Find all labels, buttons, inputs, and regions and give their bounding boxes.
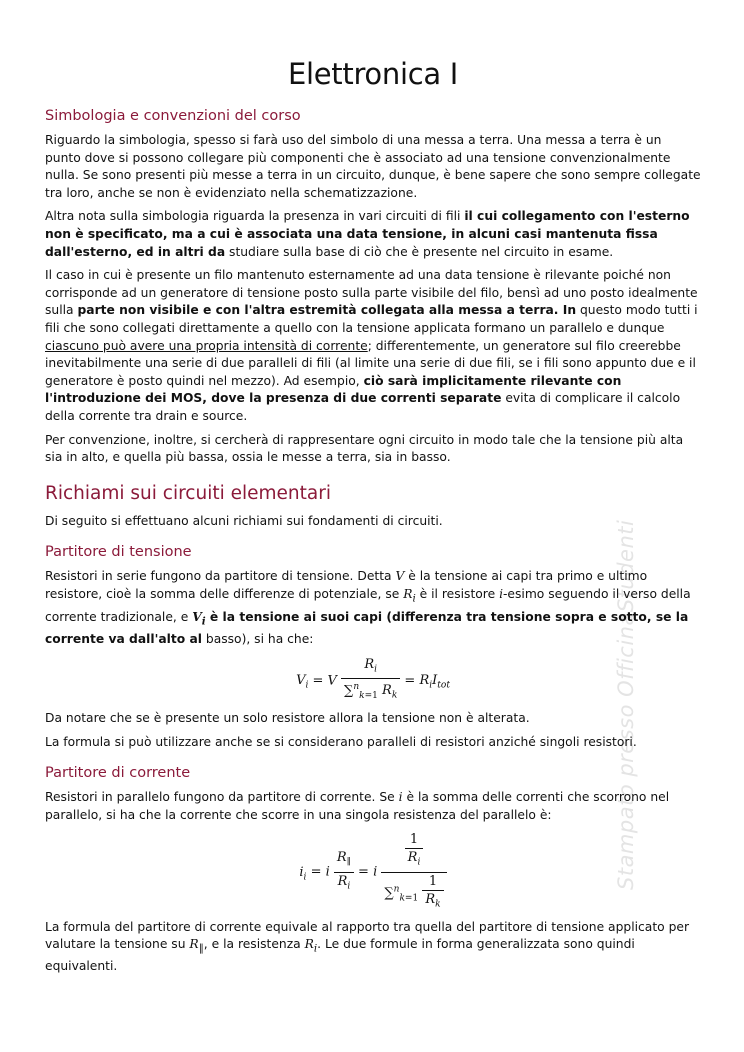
heading-simbologia: Simbologia e convenzioni del corso xyxy=(45,108,301,124)
paragraph-corrente-2: La formula del partitore di corrente equivale al rapporto tra quella del partitore di tensione applicato per valutare la tensione su $R_\parallel$, e la resistenza $R_i$. Le due formule in forma generalizzata sono quindi equivalenti. xyxy=(45,919,690,974)
paragraph-richiami-1: Di seguito si effettuano alcuni richiami sui fondamenti di circuiti. xyxy=(45,513,443,528)
document-page xyxy=(45,54,701,976)
paragraph-corrente-1: Resistori in parallelo fungono da partitore di corrente. Se i è la somma delle correnti che scorrono nel parallelo, si ha che la corrente che scorre in una singola resistenza del parallelo è: xyxy=(45,790,670,822)
heading-partitore-corrente: Partitore di corrente xyxy=(45,765,191,782)
formula-partitore-tensione: $V_i = V$ $\frac{R_i}{\sum^n_{k=1} R_k}$ = $R_iI_{tot}$ xyxy=(296,656,450,702)
heading-partitore-tensione: Partitore di tensione xyxy=(45,544,192,561)
formula-partitore-corrente: $i_i = i$ $\frac{R_\parallel}{R_i}$ = i $\frac{1}{R_i}$ ∑$^n_{k=1}$ $\frac{1}{R_k}$ xyxy=(45,832,701,912)
paragraph-simbologia-3: Il caso in cui è presente un filo mantenuto esternamente ad una data tensione è rilevante poiché non corrisponde ad un generatore di tensione posto sulla parte visibile del filo, bensì ad uno posto idealmente sulla parte non visibile e con l'altra estremità collegata alla messa a terra. In questo modo tutti i fili che sono collegati direttamente a quello con la tensione applicata formano un parallelo e dunque ciascuno può avere una propria intensità di corrente; differentemente, un generatore sul filo creerebbe inevitabilmente una serie di due paralleli di fili (al limite una serie di due fili, se i fili sono appunto due e il generatore è posto quindi nel mezzo). Ad esempio, ciò sarà implicitamente rilevante con l'introduzione dei MOS, dove la presenza di due correnti separate evita di complicare il calcolo della corrente tra drain e source. xyxy=(45,268,698,423)
paragraph-tensione-2: Da notare che se è presente un solo resistore allora la tensione non è alterata. xyxy=(45,711,530,726)
heading-richiami: Richiami sui circuiti elementari xyxy=(45,482,331,504)
paragraph-tensione-3: La formula si può utilizzare anche se si considerano paralleli di resistori anziché singoli resistori. xyxy=(45,734,637,749)
document-title: Elettronica I xyxy=(287,57,458,91)
paragraph-simbologia-2: Altra nota sulla simbologia riguarda la presenza in vari circuiti di fili il cui collegamento con l'esterno non è specificato, ma a cui è associata una data tensione, in alcuni casi mantenuta fissa dall'esterno, ed in altri da studiare sulla base di ciò che è presente nel circuito in esame. xyxy=(45,209,690,259)
paragraph-tensione-1: Resistori in serie fungono da partitore di tensione. Detta V è la tensione ai capi tra primo e ultimo resistore, cioè la somma delle differenze di potenziale, se $R_i$ è il resistore i-esimo seguendo il verso della corrente tradizionale, e $V_i$ è la tensione ai suoi capi (differenza tra tensione sopra e sotto, se la corrente va dall'alto al basso), si ha che: xyxy=(45,569,691,646)
paragraph-simbologia-1: Riguardo la simbologia, spesso si farà uso del simbolo di una messa a terra. Una messa a terra è un punto dove si possono collegare più componenti che è associato ad una tensione convenzionalmente nulla. Se sono presenti più messe a terra in un circuito, dunque, è bene sapere che sono sempre collegate tra loro, anche se non è evidenziato nella schematizzazione. xyxy=(45,133,701,200)
watermark: Stampato presso OfficinaStudenti xyxy=(614,519,638,890)
paragraph-simbologia-4: Per convenzione, inoltre, si cercherà di rappresentare ogni circuito in modo tale che la tensione più alta sia in alto, e quella più bassa, ossia le messe a terra, sia in basso. xyxy=(45,432,684,465)
